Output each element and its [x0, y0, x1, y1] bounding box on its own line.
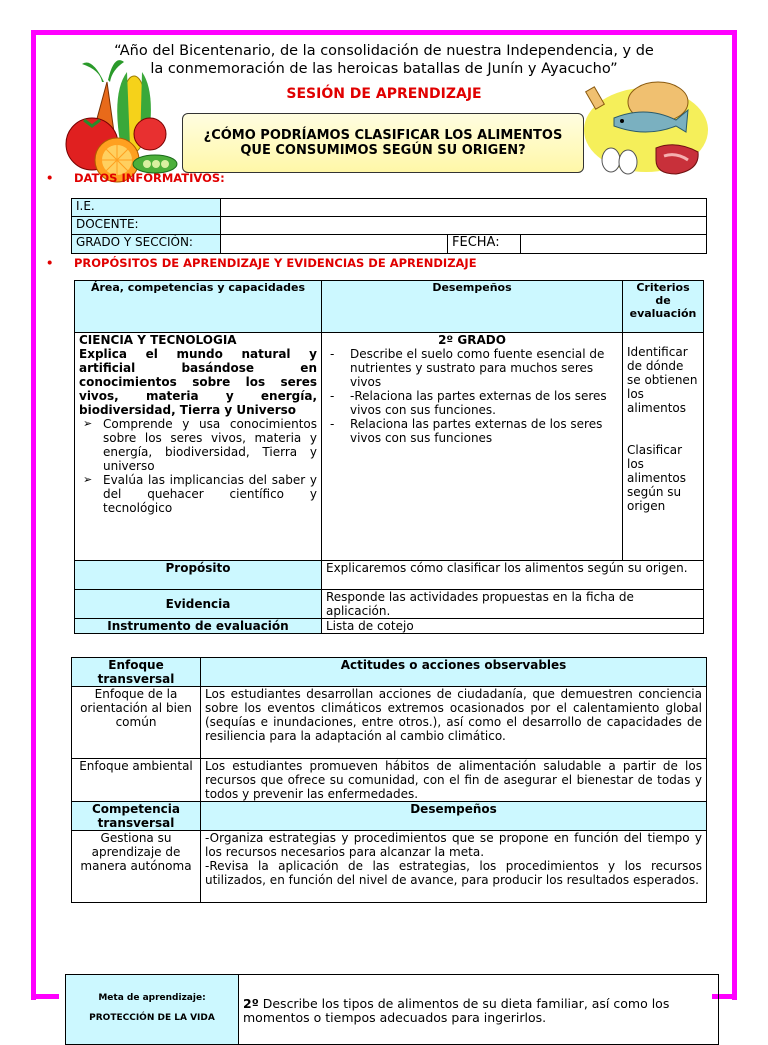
header-actitudes: Actitudes o acciones observables: [201, 658, 707, 687]
desempeno-item: - -Relaciona las partes externas de los seres vivos con sus funciones.: [326, 389, 618, 417]
header-enfoque: Enfoque transversal: [72, 658, 201, 687]
enfoque-name: Enfoque de la orientación al bien común: [72, 687, 201, 759]
desempenos-list: [326, 347, 618, 445]
area-title: CIENCIA Y TECNOLOGIA: [79, 333, 237, 347]
evidencia-label: Evidencia: [75, 590, 322, 619]
session-question-text: ¿CÓMO PODRÍAMOS CLASIFICAR LOS ALIMENTOS QUE CONSUMIMOS SEGÚN SU ORIGEN?: [203, 128, 563, 158]
info-grado: GRADO Y SECCIÓN:: [72, 235, 221, 254]
frame-right: [732, 30, 737, 1000]
area-cell: [75, 333, 322, 561]
meta-cell: [66, 975, 239, 1045]
frame-bottom-left: [31, 994, 59, 999]
header-competencia: Competencia transversal: [72, 802, 201, 831]
header-desempenos: Desempeños: [322, 281, 623, 333]
evidencia-text: Responde las actividades propuestas en la ficha de aplicación.: [322, 590, 704, 619]
meta-text-cell: [239, 975, 719, 1045]
criterio-1: Identificar de dónde se obtienen los alimentos: [627, 345, 698, 415]
enfoque-text: Los estudiantes promueven hábitos de alimentación saludable a partir de los recursos que ofrece su comunidad, con el fin de asegurar el bienestar de todas y todos y prevenir las enfermedades.: [201, 759, 707, 802]
competencia: Explica el mundo natural y artificial basándose en conocimientos sobre los seres vivos, materia y energía, biodiversidad, Tierra y Universo: [79, 347, 317, 417]
info-fecha-value[interactable]: [521, 235, 707, 254]
proposito-text: Explicaremos cómo clasificar los alimentos según su origen.: [322, 561, 704, 590]
purposes-table: [74, 280, 704, 634]
capacidades-list: [79, 417, 317, 515]
section-datos-label: DATOS INFORMATIVOS:: [74, 171, 225, 185]
grado-label: 2º GRADO: [438, 333, 506, 347]
competencia-text-2: -Revisa la aplicación de las estrategias, los procedimientos y los recursos utilizados, en función del nivel de avance, para producir los resultados esperados.: [205, 859, 702, 887]
competencia-name: Gestiona su aprendizaje de manera autónoma: [72, 831, 201, 903]
desempeno-item: - Describe el suelo como fuente esencial de nutrientes y sustrato para muchos seres vivos: [326, 347, 618, 389]
enfoques-table: [71, 657, 707, 903]
page-title: SESIÓN DE APRENDIZAJE: [286, 86, 482, 102]
instrumento-label: Instrumento de evaluación: [75, 619, 322, 634]
session-question: [182, 113, 584, 173]
bullet: •: [46, 256, 54, 270]
meta-sub: PROTECCIÓN DE LA VIDA: [89, 1013, 215, 1023]
info-table: [71, 198, 707, 254]
header-line-2: la conmemoración de las heroicas batallas de Junín y Ayacucho”: [150, 61, 618, 77]
frame-left: [31, 30, 36, 1000]
capacidad-item: ➢ Comprende y usa conocimientos sobre los seres vivos, materia y energía, biodiversidad, Tierra y universo: [79, 417, 317, 473]
competencia-cell: [201, 831, 707, 903]
header-desempenos-transversal: Desempeños: [201, 802, 707, 831]
info-docente-value[interactable]: [221, 217, 707, 235]
section-datos: [46, 171, 225, 185]
bullet: •: [46, 171, 54, 185]
info-fecha: FECHA:: [448, 235, 521, 254]
header-area: Área, competencias y capacidades: [75, 281, 322, 333]
enfoque-name: Enfoque ambiental: [72, 759, 201, 802]
enfoque-text: Los estudiantes desarrollan acciones de ciudadanía, que demuestren conciencia sobre los eventos climáticos extremos ocasionados por el calentamiento global (sequías e inundaciones, entre otros.), así como el desarrollo de capacidades de resiliencia para la adaptación al cambio climático.: [201, 687, 707, 759]
frame-top: [31, 30, 737, 35]
header-criterios: Criterios de evaluación: [623, 281, 704, 333]
info-ie: I.E.: [72, 199, 221, 217]
meta-text: Describe los tipos de alimentos de su dieta familiar, así como los momentos o tiempos adecuados para ingerirlos.: [243, 996, 670, 1025]
capacidad-item: ➢ Evalúa las implicancias del saber y del quehacer científico y tecnológico: [79, 473, 317, 515]
desempeno-item: - Relaciona las partes externas de los seres vivos con sus funciones: [326, 417, 618, 445]
info-docente: DOCENTE:: [72, 217, 221, 235]
header-line-1: “Año del Bicentenario, de la consolidación de nuestra Independencia, y de: [114, 43, 654, 59]
desempenos-cell: [322, 333, 623, 561]
info-ie-value[interactable]: [221, 199, 707, 217]
instrumento-text: Lista de cotejo: [322, 619, 704, 634]
proposito-label: Propósito: [75, 561, 322, 590]
meta-label: Meta de aprendizaje:: [98, 993, 206, 1003]
meta-table: [65, 974, 719, 1045]
criterios-cell: [623, 333, 704, 561]
competencia-text-1: -Organiza estrategias y procedimientos que se propone en función del tiempo y los recursos necesarios para alcanzar la meta.: [205, 831, 702, 859]
section-propositos: [46, 256, 477, 270]
info-grado-value[interactable]: [221, 235, 448, 254]
meta-grade: 2º: [243, 996, 259, 1011]
criterio-2: Clasificar los alimentos según su origen: [627, 443, 686, 513]
section-propositos-label: PROPÓSITOS DE APRENDIZAJE Y EVIDENCIAS DE APRENDIZAJE: [74, 256, 477, 270]
